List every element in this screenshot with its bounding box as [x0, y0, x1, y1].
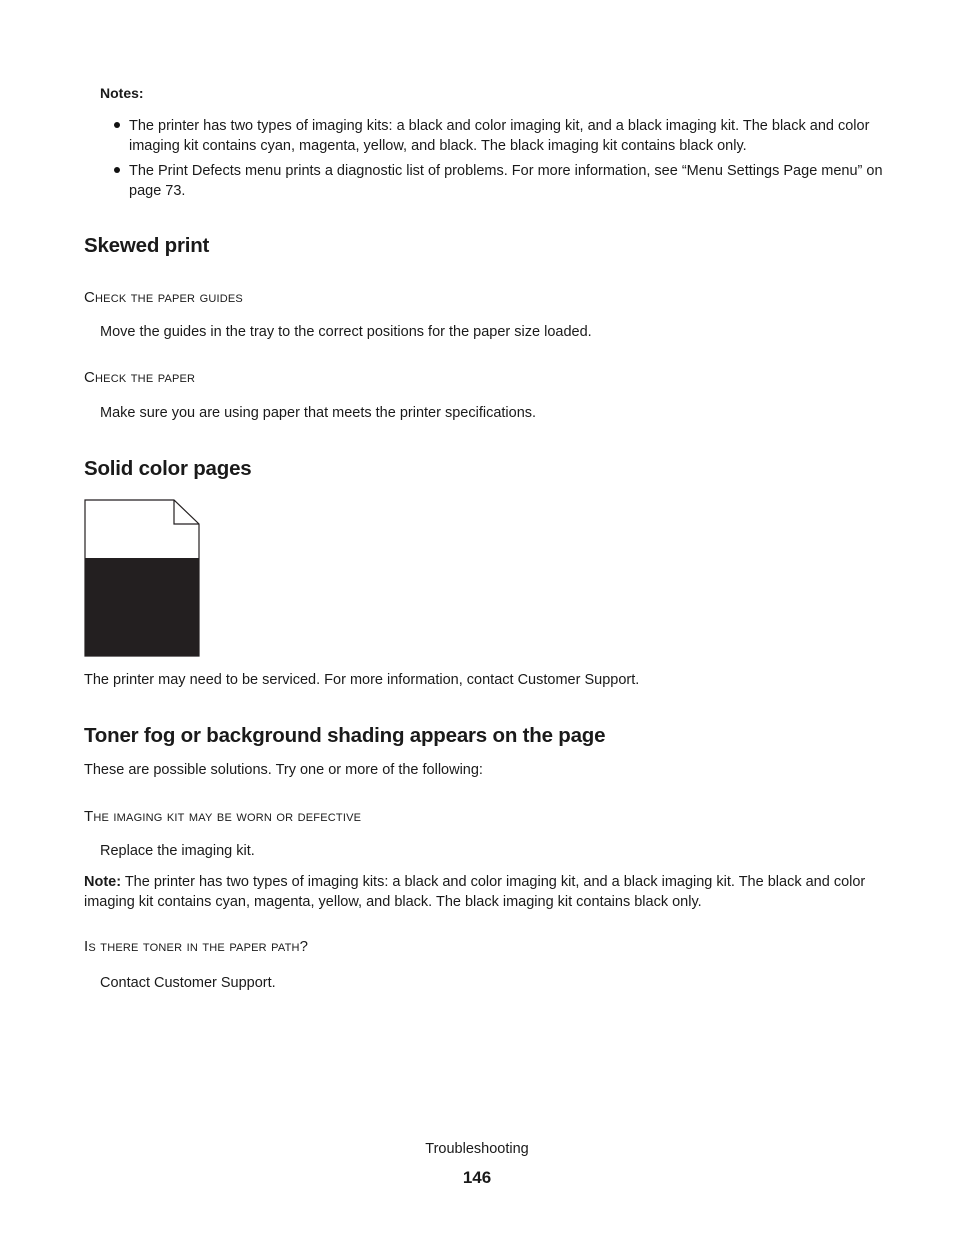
paragraph: The printer may need to be serviced. For more information, contact Customer Support.: [84, 672, 640, 688]
solid-page-defect-illustration: [84, 499, 200, 657]
paragraph: Make sure you are using paper that meets the printer specifications.: [100, 405, 537, 421]
notes-label: Notes:: [100, 85, 144, 101]
paragraph: Contact Customer Support.: [100, 975, 276, 991]
paragraph: Replace the imaging kit.: [100, 843, 255, 859]
notes-item: The Print Defects menu prints a diagnostic list of problems. For more information, see “Menu Settings Page menu” on page 73.: [129, 163, 883, 199]
note-text: The printer has two types of imaging kits: a black and color imaging kit, and a black imaging kit. The black and color imaging kit contains cyan, magenta, yellow, and black. The black imaging kit contains black only.: [84, 874, 866, 910]
notes-item: The printer has two types of imaging kits: a black and color imaging kit, and a black imaging kit. The black and color imaging kit contains cyan, magenta, yellow, and black. The black imaging kit contains black only.: [129, 118, 870, 154]
section-heading-solid-color-pages: Solid color pages: [84, 457, 252, 480]
bullet-icon: [114, 167, 120, 173]
paragraph: Move the guides in the tray to the correct positions for the paper size loaded.: [100, 324, 592, 340]
note-label: Note:: [84, 874, 122, 890]
paragraph: These are possible solutions. Try one or more of the following:: [84, 762, 483, 778]
note-paragraph: [84, 872, 874, 912]
subheading-check-paper: Check the paper: [84, 369, 196, 386]
page-number: 146: [462, 1168, 492, 1187]
section-heading-toner-fog: Toner fog or background shading appears on the page: [84, 724, 606, 747]
subheading-check-paper-guides: Check the paper guides: [84, 289, 243, 306]
section-heading-skewed-print: Skewed print: [84, 234, 210, 257]
subheading-imaging-kit: The imaging kit may be worn or defective: [84, 808, 362, 825]
footer-section-label: Troubleshooting: [425, 1141, 529, 1157]
bullet-icon: [114, 122, 120, 128]
subheading-toner-in-paper-path: Is there toner in the paper path?: [84, 938, 309, 955]
